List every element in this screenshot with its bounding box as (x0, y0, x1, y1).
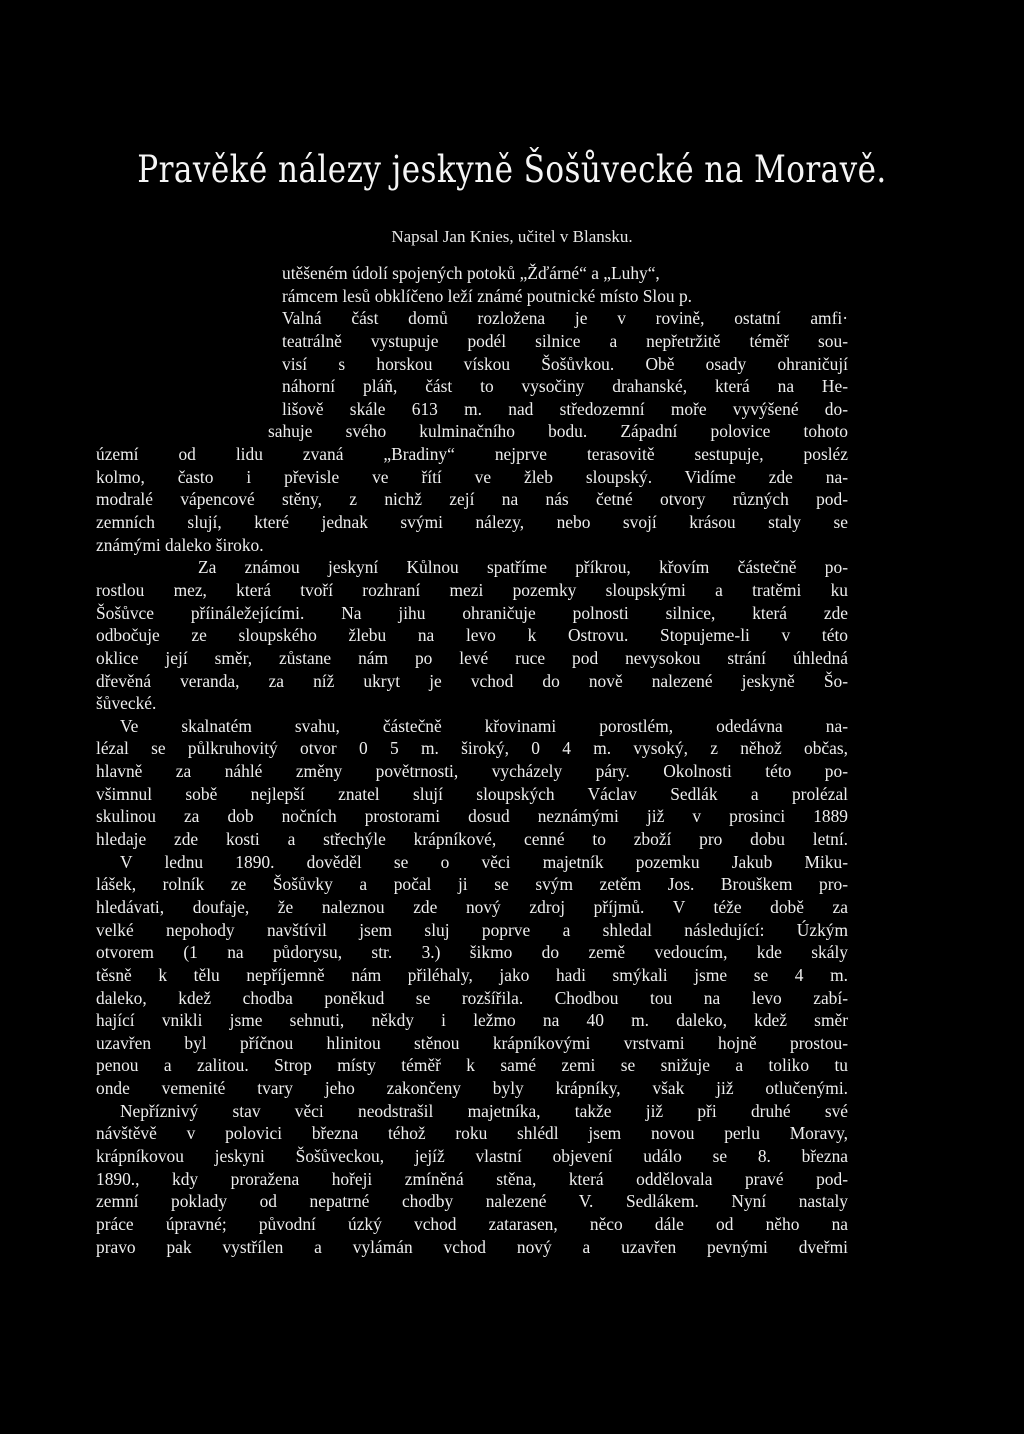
text-line: uzavřen byl příčnou hlinitou stěnou krápníkovými vrstvami hojně prostou- (96, 1032, 848, 1053)
text-line: lézal se půlkruhovitý otvor 0 5 m. široký, 0 4 m. vysoký, z něhož občas, (96, 738, 848, 759)
text-line: návštěvě v polovici března téhož roku shlédl jsem novou perlu Moravy, (96, 1123, 848, 1144)
text-line: kolmo, často i převisle ve řítí ve žleb sloupský. Vidíme zde na- (96, 466, 848, 487)
text-line: hledávati, doufaje, že naleznou zde nový zdroj příjmů. V téže době za (96, 896, 848, 917)
text-line: odbočuje ze sloupského žlebu na levo k Ostrovu. Stopujeme-li v této (96, 625, 848, 646)
text-line: známými daleko široko. (96, 534, 264, 555)
text-line: skulinou za dob nočních prostorami dosud neznámými již v prosinci 1889 (96, 806, 848, 827)
text-line: hledaje zde kosti a střechýle krápníkové, cenné to zboží pro dobu letní. (96, 829, 848, 850)
text-line: těsně k tělu nepříjemně nám přiléhaly, jako hadi smýkali jsme se 4 m. (96, 964, 848, 985)
body-text (96, 262, 848, 1258)
text-line: krápníkovou jeskyni Šošůveckou, jejíž vlastní objevení událo se 8. března (96, 1145, 848, 1166)
text-line: náhorní pláň, část to vysočiny drahanské, která na He- (282, 376, 848, 397)
text-line: Valná část domů rozložena je v rovině, ostatní amfi· (282, 308, 848, 329)
text-line: visí s horskou vískou Šošůvkou. Obě osady ohraničují (282, 353, 848, 374)
text-line: zemních slují, které jednak svými nálezy, nebo svojí krásou staly se (96, 512, 848, 533)
text-line: hlavně za náhlé změny povětrnosti, vycházely páry. Okolnosti této po- (96, 761, 848, 782)
author-byline: Napsal Jan Knies, učitel v Blansku. (391, 227, 633, 246)
text-line: všimnul sobě nejlepší znatel slují sloupských Václav Sedlák a prolézal (96, 783, 848, 804)
page-title: Pravěké nálezy jeskyně Šošůvecké na Moravě. (137, 148, 887, 191)
text-line: hající vnikli jsme sehnuti, někdy i ležmo na 40 m. daleko, kdež směr (96, 1010, 848, 1031)
text-line: teatrálně vystupuje podél silnice a nepřetržitě téměř sou- (282, 330, 848, 351)
text-line: Ve skalnatém svahu, částečně křovinami porostlém, odedávna na- (120, 715, 848, 736)
text-line: pravo pak vystřílen a vylámán vchod nový a uzavřen pevnými dveřmi (96, 1236, 848, 1257)
text-line: otvorem (1 na půdorysu, str. 3.) šikmo do země vedoucím, kde skály (96, 942, 848, 963)
text-line: penou a zalitou. Strop místy téměř k samé zemi se snižuje a toliko tu (96, 1055, 848, 1076)
text-line: sahuje svého kulminačního bodu. Západní polovice tohoto (268, 421, 848, 442)
text-line: lišově skále 613 m. nad středozemní moře vyvýšené do- (282, 398, 848, 419)
text-line: oklice její směr, zůstane nám po levé ruce pod nevysokou strání úhledná (96, 647, 848, 668)
text-line: velké nepohody navštívil jsem sluj poprve a shledal následující: Úzkým (96, 919, 848, 940)
text-line: rámcem lesů obklíčeno leží známé poutnické místo Slou p. (282, 285, 693, 306)
text-line: šůvecké. (96, 693, 157, 714)
text-line: utěšeném údolí spojených potoků „Žďárné“ a „Luhy“, (282, 263, 660, 283)
text-line: zemní poklady od nepatrné chodby nalezené V. Sedlákem. Nyní nastaly (96, 1191, 848, 1212)
text-line: práce úpravné; původní úzký vchod zatarasen, něco dále od něho na (96, 1213, 848, 1234)
text-line: 1890., kdy proražena hořeji zmíněná stěna, která oddělovala pravé pod- (96, 1168, 848, 1189)
text-line: Šošůvce příináležejícími. Na jihu ohraničuje polnosti silnice, která zde (96, 602, 848, 623)
text-line: onde vemenité tvary jeho zakončeny byly krápníky, však již otlučenými. (96, 1078, 848, 1099)
text-line: Za známou jeskyní Kůlnou spatříme příkrou, křovím částečně po- (198, 557, 848, 578)
text-line: lášek, rolník ze Šošůvky a počal ji se svým zetěm Jos. Brouškem pro- (96, 874, 848, 895)
text-line: V lednu 1890. dověděl se o věci majetník pozemku Jakub Miku- (120, 851, 848, 872)
text-line: rostlou mez, která tvoří rozhraní mezi pozemky sloupskými a tratěmi ku (96, 579, 848, 600)
text-line: území od lidu zvaná „Bradiny“ nejprve terasovitě sestupuje, posléz (96, 444, 848, 465)
text-line: daleko, kdež chodba poněkud se rozšířila. Chodbou tou na levo zabí- (96, 987, 848, 1008)
text-line: Nepříznivý stav věci neodstrašil majetníka, takže již při druhé své (120, 1100, 848, 1121)
text-line: modralé vápencové stěny, z nichž zejí na nás četné otvory různých pod- (96, 489, 848, 510)
text-line: dřevěná veranda, za níž ukryt je vchod do nově nalezené jeskyně Šo- (96, 670, 848, 691)
